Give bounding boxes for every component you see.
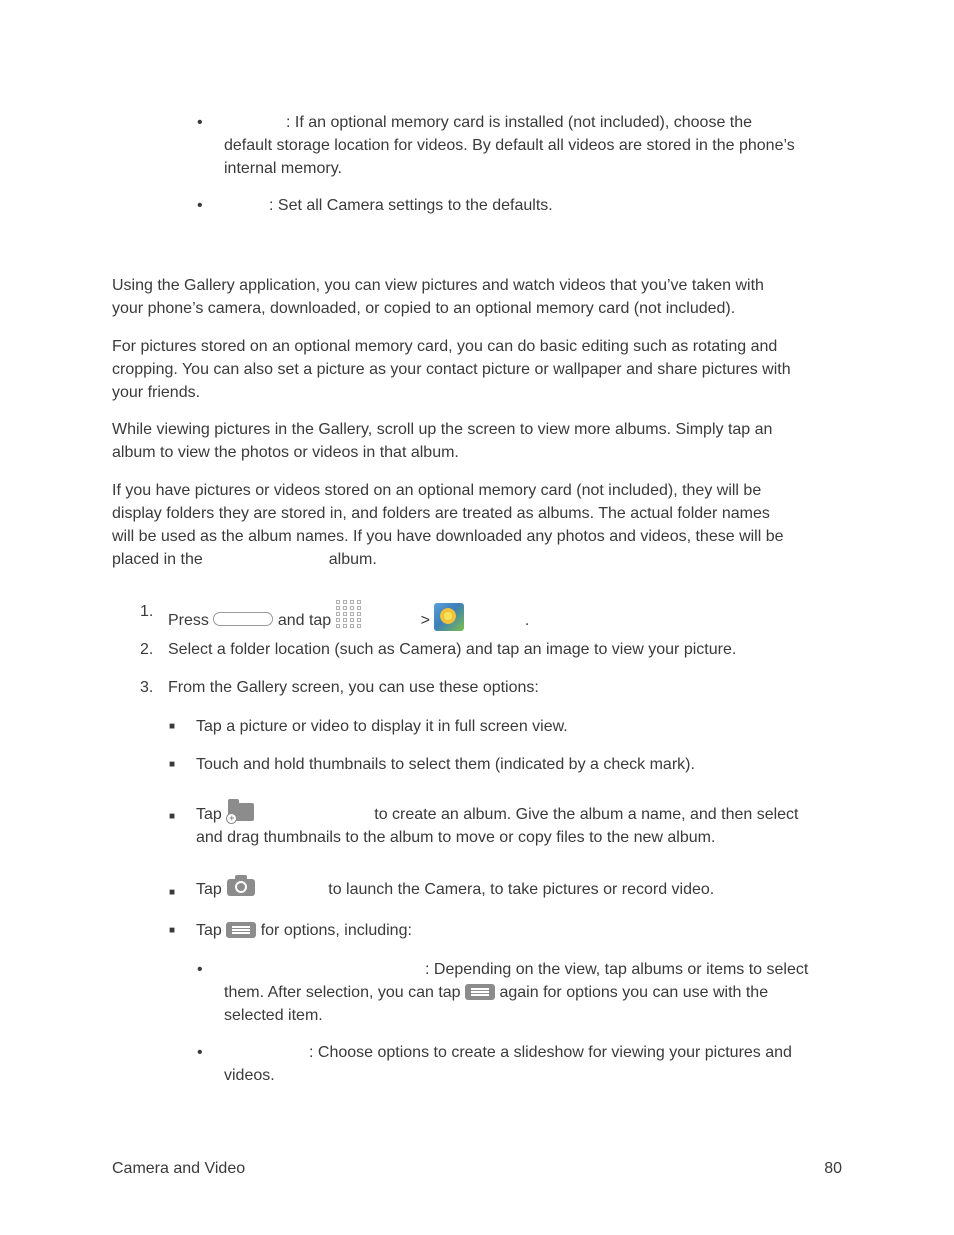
paragraph-line: album. <box>328 551 377 568</box>
square-bullet: ■ <box>169 721 176 732</box>
gallery-app-icon[interactable] <box>434 603 464 631</box>
paragraph-line: For pictures stored on an optional memory card, you can do basic editing such as rotating and <box>112 338 778 355</box>
footer-section: Camera and Video <box>112 1160 246 1177</box>
storage-text-line3: internal memory. <box>224 160 342 177</box>
apps-grid-cell <box>336 624 340 628</box>
sub-option-text-line2a: them. After selection, you can tap <box>224 984 461 1001</box>
option-full-screen: Tap a picture or video to display it in full screen view. <box>196 718 568 735</box>
menu-key-icon[interactable] <box>465 984 495 1000</box>
camera-icon[interactable] <box>226 874 256 898</box>
apps-grid-cell <box>336 600 340 604</box>
apps-grid-cell <box>357 606 361 610</box>
apps-grid-cell <box>343 606 347 610</box>
tap-label: Tap <box>196 881 222 898</box>
apps-grid-cell <box>343 624 347 628</box>
option-text: to launch the Camera, to take pictures or record video. <box>328 881 715 898</box>
option-select-thumbnails: Touch and hold thumbnails to select them (indicated by a check mark). <box>196 756 695 773</box>
paragraph-line: placed in the <box>112 551 203 568</box>
apps-grid-cell <box>350 612 354 616</box>
reset-bullet <box>224 194 553 217</box>
memory-card-paragraph <box>112 479 847 571</box>
sub-option-text-line1: : Choose options to create a slideshow for viewing your pictures and <box>309 1044 792 1061</box>
apps-grid-cell <box>343 618 347 622</box>
sub-option-slideshow <box>224 1041 854 1087</box>
and-tap-label: and tap <box>277 612 332 629</box>
option-menu <box>196 919 412 942</box>
apps-grid-cell <box>357 612 361 616</box>
press-label: Press <box>168 612 209 629</box>
square-bullet: ■ <box>169 925 176 936</box>
paragraph-line: cropping. You can also set a picture as your contact picture or wallpaper and share pictures with <box>112 361 791 378</box>
storage-text-line1: : If an optional memory card is installed (not included), choose the <box>286 114 753 131</box>
apps-grid-icon[interactable] <box>336 600 364 629</box>
apps-grid-cell <box>357 618 361 622</box>
square-bullet: ■ <box>169 887 176 898</box>
square-bullet: ■ <box>169 759 176 770</box>
apps-grid-cell <box>350 600 354 604</box>
apps-grid-cell <box>336 606 340 610</box>
option-text-line1: to create an album. Give the album a name, and then select <box>374 806 799 823</box>
new-album-folder-icon[interactable]: + <box>226 797 256 825</box>
sub-option-text-line2b: again for options you can use with the <box>499 984 769 1001</box>
paragraph-line: display folders they are stored in, and folders are treated as albums. The actual folder names <box>112 505 770 522</box>
paragraph-line: While viewing pictures in the Gallery, scroll up the screen to view more albums. Simply tap an <box>112 421 773 438</box>
home-key-icon[interactable] <box>213 612 273 626</box>
sub-option-select <box>224 958 854 1027</box>
option-text-line2: and drag thumbnails to the album to move or copy files to the new album. <box>196 829 716 846</box>
step-1 <box>168 600 529 632</box>
intro-paragraph <box>112 274 847 320</box>
step-number: 2. <box>140 641 154 658</box>
bullet-dot: • <box>197 961 203 978</box>
paragraph-line: album to view the photos or videos in that album. <box>112 444 459 461</box>
step-number: 1. <box>140 603 154 620</box>
bullet-dot: • <box>197 1044 203 1061</box>
separator: > <box>420 612 430 629</box>
paragraph-line: will be used as the album names. If you have downloaded any photos and videos, these will be <box>112 528 784 545</box>
albums-paragraph <box>112 418 847 464</box>
storage-bullet <box>224 111 854 180</box>
option-launch-camera <box>196 874 714 901</box>
apps-grid-cell <box>343 612 347 616</box>
tap-label: Tap <box>196 922 222 939</box>
apps-grid-cell <box>336 612 340 616</box>
tap-label: Tap <box>196 806 222 823</box>
editing-paragraph <box>112 335 847 404</box>
paragraph-line: If you have pictures or videos stored on an optional memory card (not included), they will be <box>112 482 762 499</box>
apps-grid-cell <box>336 618 340 622</box>
option-text: for options, including: <box>260 922 412 939</box>
sub-option-text-line3: selected item. <box>224 1007 323 1024</box>
step-3: From the Gallery screen, you can use these options: <box>168 679 539 696</box>
option-create-album <box>196 797 846 849</box>
step-2: Select a folder location (such as Camera) and tap an image to view your picture. <box>168 641 737 658</box>
storage-text-line2: default storage location for videos. By default all videos are stored in the phone’s <box>224 137 795 154</box>
bullet-dot: • <box>197 114 203 131</box>
paragraph-line: your friends. <box>112 384 201 401</box>
sub-option-text-line1: : Depending on the view, tap albums or items to select <box>425 961 809 978</box>
page-number: 80 <box>824 1160 842 1177</box>
reset-text: : Set all Camera settings to the defaults. <box>269 197 553 214</box>
paragraph-line: Using the Gallery application, you can view pictures and watch videos that you’ve taken with <box>112 277 764 294</box>
apps-grid-cell <box>350 606 354 610</box>
apps-grid-cell <box>357 624 361 628</box>
apps-grid-cell <box>350 618 354 622</box>
square-bullet: ■ <box>169 811 176 822</box>
bullet-dot: • <box>197 197 203 214</box>
apps-grid-cell <box>357 600 361 604</box>
step-end: . <box>524 612 530 629</box>
paragraph-line: your phone’s camera, downloaded, or copied to an optional memory card (not included). <box>112 300 736 317</box>
menu-key-icon[interactable] <box>226 922 256 938</box>
apps-grid-cell <box>350 624 354 628</box>
apps-grid-cell <box>343 600 347 604</box>
sub-option-text-line2: videos. <box>224 1067 275 1084</box>
step-number: 3. <box>140 679 154 696</box>
